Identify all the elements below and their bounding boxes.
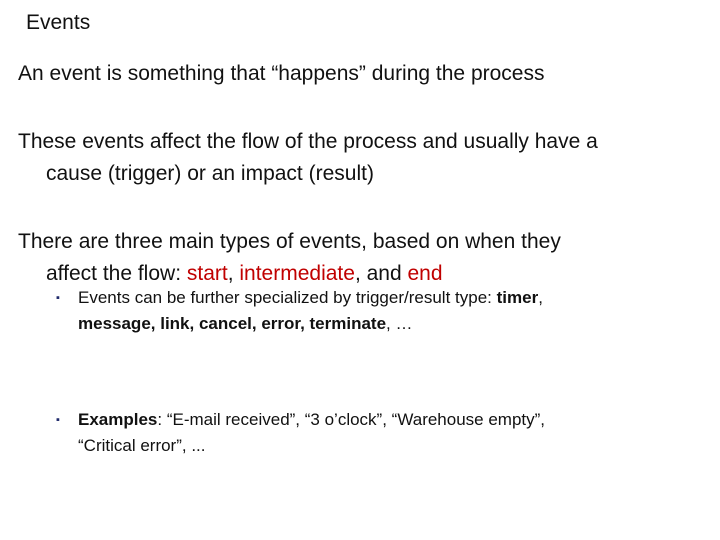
event-types-sep1: , (227, 262, 240, 285)
sub-bullet-specialization-line1 (56, 285, 696, 311)
sub-bullet-specialization (56, 285, 696, 337)
event-type-end: end (407, 262, 443, 285)
sub-bullet-examples (56, 407, 696, 459)
paragraph-event-effects-line2: cause (trigger) or an impact (result) (46, 162, 374, 185)
specialization-timer: timer (496, 288, 539, 307)
examples-text1: : “E-mail received”, “3 o’clock”, “Warehouse empty”, (157, 410, 546, 429)
paragraph-event-definition (18, 58, 708, 90)
specialization-types: message, link, cancel, error, terminate (78, 314, 387, 333)
specialization-tail: , … (386, 314, 413, 333)
sub-bullet-examples-line2: “Critical error”, ... (78, 436, 206, 455)
paragraph-event-definition-text: An event is something that “happens” during the process (18, 62, 545, 85)
examples-label: Examples (78, 410, 158, 429)
slide-title: Events (26, 11, 91, 34)
specialization-text: Events can be further specialized by trigger/result type: (78, 288, 497, 307)
square-bullet-icon: ▪ (56, 292, 60, 304)
specialization-comma: , (538, 288, 543, 307)
paragraph-event-types (18, 226, 708, 290)
square-bullet-icon: ▪ (56, 414, 60, 426)
paragraph-event-types-line1: There are three main types of events, based on when they (18, 230, 561, 253)
sub-bullet-examples-line1 (56, 407, 696, 433)
paragraph-event-effects (18, 126, 708, 190)
event-types-prefix: affect the flow: (46, 262, 187, 285)
paragraph-event-effects-line1: These events affect the flow of the process and usually have a (18, 130, 598, 153)
sub-bullet-specialization-line2 (56, 311, 696, 337)
event-type-intermediate: intermediate (239, 262, 355, 285)
event-type-start: start (186, 262, 228, 285)
event-types-sep2: , and (354, 262, 408, 285)
